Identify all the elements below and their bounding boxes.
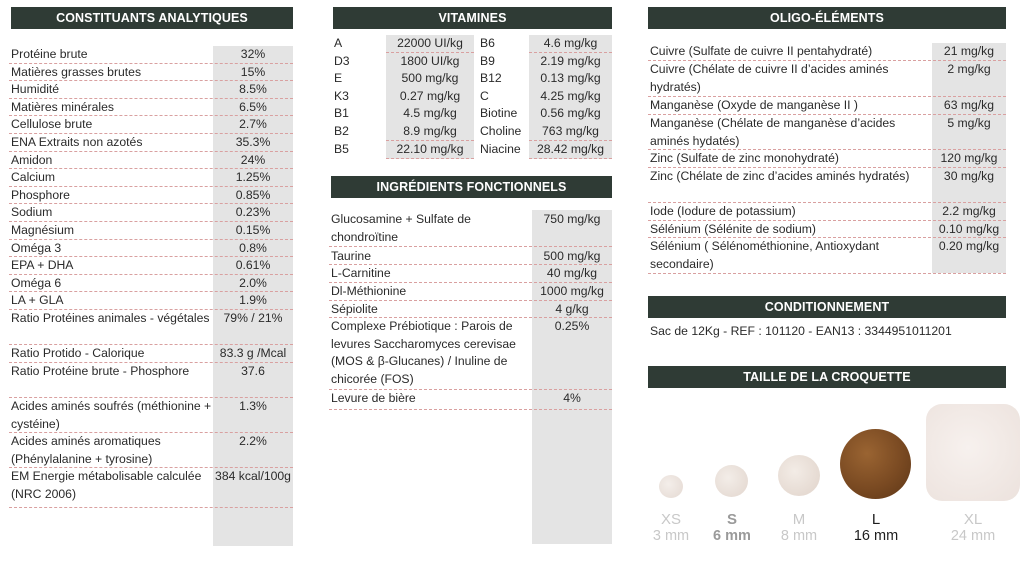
row-value: 63 mg/kg [943, 98, 995, 112]
table-row [332, 35, 612, 53]
table-row [9, 152, 293, 169]
vitamines-header: VITAMINES [333, 7, 612, 29]
table-row [332, 53, 612, 71]
table-row [9, 134, 293, 152]
vitamin-name: B12 [480, 71, 502, 86]
table-row [9, 398, 293, 433]
table-row [648, 43, 1006, 61]
table-row [9, 292, 293, 310]
row-value: 0.23% [235, 205, 271, 219]
kibble-size: XS [660, 511, 681, 528]
row-label: Sélénium ( Sélénométhionine, Antioxydant secondaire) [650, 239, 879, 271]
row-value: 0.10 mg/kg [938, 222, 1000, 236]
oligo-header: OLIGO-ÉLÉMENTS [648, 7, 1006, 29]
row-value: 2 mg/kg [947, 62, 991, 76]
kibble-l-image [840, 429, 911, 499]
kibble-size: XL [963, 511, 983, 528]
row-label: ENA Extraits non azotés [11, 135, 143, 149]
row-label: Magnésium [11, 223, 74, 237]
row-value: 15% [240, 65, 266, 79]
conditionnement-header: CONDITIONNEMENT [648, 296, 1006, 318]
vitamin-name: D3 [334, 53, 350, 68]
table-row [329, 301, 612, 318]
table-row [648, 168, 1006, 203]
row-label: Zinc (Chélate de zinc d’acides aminés hydratés) [650, 169, 910, 183]
row-value: 2.0% [239, 276, 267, 290]
table-row [332, 141, 612, 159]
vitamin-value: 8.9 mg/kg [386, 123, 474, 141]
table-row [9, 345, 293, 363]
table-row [9, 275, 293, 292]
kibble-m-image [778, 455, 820, 496]
row-value: 4% [563, 391, 581, 405]
row-value: 79% / 21% [223, 311, 283, 325]
row-label: Cuivre (Chélate de cuivre II d’acides aminés hydratés) [650, 62, 889, 94]
row-value: 4 g/kg [555, 302, 589, 316]
row-label: Zinc (Sulfate de zinc monohydraté) [650, 151, 839, 165]
row-value: 1.3% [239, 399, 267, 413]
row-label: Levure de bière [331, 391, 416, 405]
row-value: 2.2% [239, 434, 267, 448]
table-row [9, 46, 293, 64]
row-label: Sélénium (Sélénite de sodium) [650, 222, 816, 236]
row-value: 0.8% [239, 241, 267, 255]
kibble-mm: 24 mm [950, 528, 996, 544]
vitamin-value: 2.19 mg/kg [529, 53, 612, 71]
row-label: Ratio Protéine brute - Phosphore [11, 364, 190, 378]
table-row [9, 257, 293, 275]
row-label: Humidité [11, 82, 60, 96]
kibble-s-image [715, 465, 748, 497]
row-value: 0.61% [235, 258, 271, 272]
vitamin-value: 22.10 mg/kg [386, 141, 474, 159]
table-row [648, 61, 1006, 97]
kibble-xs-image [659, 475, 683, 498]
kibble-mm: 16 mm [853, 528, 899, 544]
row-value: 0.20 mg/kg [938, 239, 1000, 253]
kibble-size: M [792, 511, 806, 528]
row-label: Oméga 6 [11, 276, 62, 290]
row-value: 6.5% [239, 100, 267, 114]
row-label: Ratio Protéines animales - végétales [11, 311, 210, 325]
table-row [329, 390, 612, 410]
row-value: 750 mg/kg [543, 212, 601, 226]
vitamin-value: 28.42 mg/kg [529, 141, 612, 159]
row-value: 83.3 g /Mcal [219, 346, 287, 360]
table-row [9, 363, 293, 398]
vitamin-name: B9 [480, 53, 495, 68]
vitamin-value: 0.27 mg/kg [386, 88, 474, 106]
table-row [9, 204, 293, 222]
taille-header: TAILLE DE LA CROQUETTE [648, 366, 1006, 388]
table-row [9, 81, 293, 99]
row-label: Acides aminés soufrés (méthionine + cystéine) [11, 399, 212, 431]
row-label: Glucosamine + Sulfate de chondroïtine [331, 212, 471, 244]
row-value: 1.25% [235, 170, 271, 184]
table-row [329, 248, 612, 265]
table-row [9, 240, 293, 257]
table-row [648, 203, 1006, 221]
vitamin-name: K3 [334, 88, 349, 103]
kibble-label-m [759, 511, 839, 545]
vitamin-value: 763 mg/kg [529, 123, 612, 141]
row-value: 120 mg/kg [940, 151, 998, 165]
vitamin-name: Niacine [480, 141, 521, 156]
row-label: Dl-Méthionine [331, 284, 407, 298]
vitamin-value: 4.6 mg/kg [529, 35, 612, 53]
table-row [329, 283, 612, 301]
vitamin-name: B1 [334, 106, 349, 121]
table-row [9, 468, 293, 508]
row-label: Matières minérales [11, 100, 114, 114]
row-value: 21 mg/kg [943, 44, 995, 58]
row-label: Sodium [11, 205, 53, 219]
table-row [9, 99, 293, 116]
table-row [648, 115, 1006, 150]
row-value: 24% [240, 153, 266, 167]
table-row [9, 222, 293, 240]
row-label: Complexe Prébiotique : Parois de levures Saccharomyces cerevisae (MOS & β-Glucanes) / Inuline de chicorée (FOS) [331, 319, 516, 386]
row-value: 40 mg/kg [546, 266, 598, 280]
row-value: 1.9% [239, 293, 267, 307]
vitamin-value: 500 mg/kg [386, 70, 474, 88]
table-row [648, 97, 1006, 115]
vitamin-value: 4.5 mg/kg [386, 105, 474, 123]
row-label: Phosphore [11, 188, 70, 202]
vitamin-name: Biotine [480, 106, 518, 121]
row-label: Cuivre (Sulfate de cuivre II pentahydraté) [650, 44, 873, 58]
row-value: 30 mg/kg [943, 169, 995, 183]
table-row [329, 318, 612, 390]
kibble-xl-image [926, 404, 1020, 501]
row-label: Matières grasses brutes [11, 65, 142, 79]
row-value: 0.15% [235, 223, 271, 237]
row-value: 384 kcal/100g [215, 469, 291, 483]
table-row [329, 265, 612, 283]
conditionnement-text: Sac de 12Kg - REF : 101120 - EAN13 : 3344951011201 [650, 324, 952, 338]
vitamin-value: 1800 UI/kg [386, 53, 474, 71]
row-label: LA + GLA [11, 293, 64, 307]
table-row [332, 88, 612, 106]
row-label: Ratio Protido - Calorique [11, 346, 145, 360]
table-row [648, 221, 1006, 238]
row-value: 500 mg/kg [543, 249, 601, 263]
row-label: Manganèse (Chélate de manganèse d’acides aminés hydatés) [650, 116, 896, 148]
row-value: 5 mg/kg [947, 116, 991, 130]
row-label: Oméga 3 [11, 241, 62, 255]
table-row [648, 238, 1006, 274]
constituants-header: CONSTITUANTS ANALYTIQUES [11, 7, 293, 29]
table-row [329, 211, 612, 247]
table-row [9, 64, 293, 81]
table-row [9, 433, 293, 468]
kibble-mm: 6 mm [713, 528, 751, 544]
vitamin-value: 0.56 mg/kg [529, 105, 612, 123]
vitamin-value: 0.13 mg/kg [529, 70, 612, 88]
row-label: EM Energie métabolisable calculée (NRC 2006) [11, 469, 202, 501]
table-row [9, 310, 293, 345]
vitamin-value: 4.25 mg/kg [529, 88, 612, 106]
row-label: Calcium [11, 170, 56, 184]
row-value: 8.5% [239, 82, 267, 96]
row-label: Taurine [331, 249, 371, 263]
vitamin-name: Choline [480, 124, 522, 138]
table-row [332, 70, 612, 88]
kibble-mm: 3 mm [652, 528, 690, 544]
kibble-size: L [871, 511, 881, 528]
row-label: L-Carnitine [331, 266, 391, 280]
kibble-mm: 8 mm [780, 528, 818, 544]
table-row [9, 187, 293, 204]
vitamin-value: 22000 UI/kg [386, 35, 474, 53]
row-value: 2.7% [239, 117, 267, 131]
vitamin-name: C [480, 88, 489, 103]
row-value: 1000 mg/kg [540, 284, 604, 298]
row-label: Amidon [11, 153, 53, 167]
row-label: Cellulose brute [11, 117, 93, 131]
row-label: EPA + DHA [11, 258, 74, 272]
vitamin-name: A [334, 36, 343, 50]
row-label: Protéine brute [11, 47, 88, 61]
row-value: 37.6 [241, 364, 265, 378]
table-row [648, 150, 1006, 168]
kibble-label-l [836, 511, 916, 545]
row-value: 0.85% [235, 188, 271, 202]
row-label: Iode (Iodure de potassium) [650, 204, 796, 218]
vitamin-name: E [334, 71, 343, 86]
row-value: 2.2 mg/kg [942, 204, 996, 218]
table-row [9, 169, 293, 187]
row-value: 32% [240, 47, 266, 61]
row-value: 0.25% [554, 319, 590, 333]
table-row [9, 116, 293, 134]
vitamin-name: B6 [480, 36, 495, 50]
row-label: Manganèse (Oxyde de manganèse II ) [650, 98, 858, 112]
row-label: Acides aminés aromatiques (Phénylalanine + tyrosine) [11, 434, 161, 466]
table-row [332, 105, 612, 123]
vitamin-name: B5 [334, 141, 349, 156]
ingredients-header: INGRÉDIENTS FONCTIONNELS [331, 176, 612, 198]
row-label: Sépiolite [331, 302, 378, 316]
row-value: 35.3% [235, 135, 271, 149]
kibble-size: S [726, 511, 737, 528]
kibble-label-xl [933, 511, 1013, 545]
table-row [332, 123, 612, 141]
vitamin-name: B2 [334, 124, 349, 138]
